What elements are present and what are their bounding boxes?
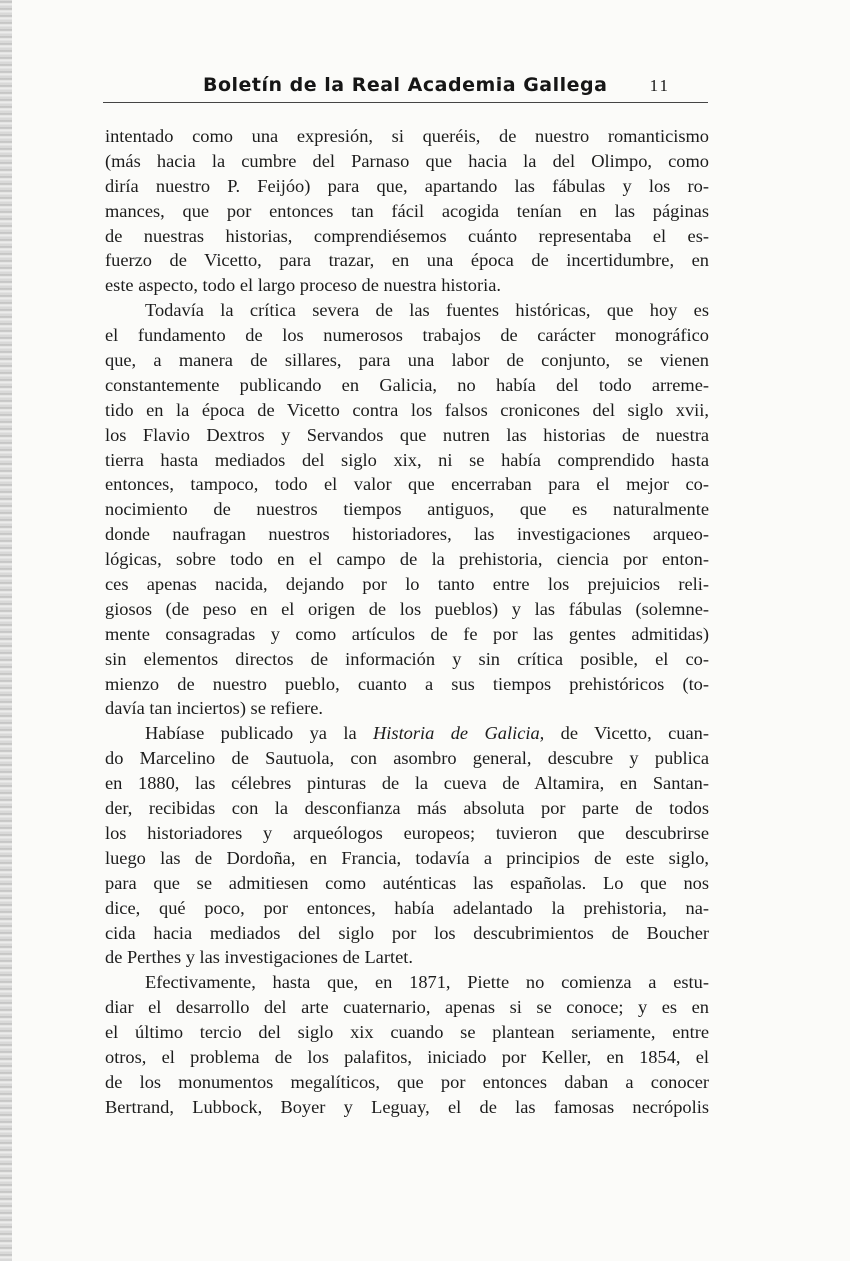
page-binding-edge bbox=[0, 0, 12, 1261]
text-line: entonces, tampoco, todo el valor que encerraban para el mejor co- bbox=[105, 474, 709, 495]
text-line: en 1880, las célebres pinturas de la cueva de Altamira, en Santan- bbox=[105, 773, 709, 794]
body-text bbox=[105, 124, 709, 1120]
journal-title: Boletín de la Real Academia Gallega bbox=[203, 74, 608, 96]
text-line: de nuestras historias, comprendiésemos cuánto representaba el es- bbox=[105, 225, 709, 246]
text-line: tido en la época de Vicetto contra los falsos cronicones del siglo xvii, bbox=[105, 399, 709, 420]
text-line: de los monumentos megalíticos, que por entonces daban a conocer bbox=[105, 1071, 709, 1092]
text-line: que, a manera de sillares, para una labor de conjunto, se vienen bbox=[105, 350, 709, 371]
text-line: constantemente publicando en Galicia, no había del todo arreme- bbox=[105, 374, 709, 395]
text-line: diar el desarrollo del arte cuaternario, apenas si se conoce; y es en bbox=[105, 997, 709, 1018]
text-line: los historiadores y arqueólogos europeos; tuvieron que descubrirse bbox=[105, 822, 709, 843]
running-header bbox=[103, 74, 708, 100]
text-line: mente consagradas y como artículos de fe por las gentes admitidas) bbox=[105, 623, 709, 644]
header-rule bbox=[103, 102, 708, 103]
text-line: (más hacia la cumbre del Parnaso que hacia la del Olimpo, como bbox=[105, 150, 709, 171]
text-line: el último tercio del siglo xix cuando se plantean seriamente, entre bbox=[105, 1022, 709, 1043]
text-line: diría nuestro P. Feijóo) para que, apartando las fábulas y los ro- bbox=[105, 175, 709, 196]
text-line: dice, qué poco, por entonces, había adelantado la prehistoria, na- bbox=[105, 897, 709, 918]
text-line: mances, que por entonces tan fácil acogida tenían en las páginas bbox=[105, 200, 709, 221]
text-line: giosos (de peso en el origen de los pueblos) y las fábulas (solemne- bbox=[105, 598, 709, 619]
text-line: davía tan inciertos) se refiere. bbox=[105, 698, 324, 719]
text-line: nocimiento de nuestros tiempos antiguos, que es naturalmente bbox=[105, 499, 709, 520]
text-line: de Perthes y las investigaciones de Lartet. bbox=[105, 947, 413, 968]
text-line: los Flavio Dextros y Servandos que nutren las historias de nuestra bbox=[105, 424, 709, 445]
text-line: intentado como una expresión, si queréis, de nuestro romanticismo bbox=[105, 126, 709, 146]
text-line: el fundamento de los numerosos trabajos de carácter monográfico bbox=[105, 325, 709, 346]
text-line: lógicas, sobre todo en el campo de la prehistoria, ciencia por enton- bbox=[105, 549, 709, 570]
text-line: sin elementos directos de información y sin crítica posible, el co- bbox=[105, 648, 709, 669]
text-line: otros, el problema de los palafitos, iniciado por Keller, en 1854, el bbox=[105, 1046, 709, 1067]
text-line: este aspecto, todo el largo proceso de nuestra historia. bbox=[105, 275, 501, 296]
text-line: tierra hasta mediados del siglo xix, ni se había comprendido hasta bbox=[105, 449, 709, 470]
text-line: Bertrand, Lubbock, Boyer y Leguay, el de las famosas necrópolis bbox=[105, 1096, 709, 1117]
text-line: fuerzo de Vicetto, para trazar, en una época de incertidumbre, en bbox=[105, 250, 709, 271]
text-line: mienzo de nuestro pueblo, cuanto a sus tiempos prehistóricos (to- bbox=[105, 673, 709, 694]
text-line: der, recibidas con la desconfianza más absoluta por parte de todos bbox=[105, 798, 709, 819]
text-line: do Marcelino de Sautuola, con asombro general, descubre y publica bbox=[105, 748, 709, 769]
text-line: ces apenas nacida, dejando por lo tanto entre los prejuicios reli- bbox=[105, 574, 709, 595]
text-line: donde naufragan nuestros historiadores, las investigaciones arqueo- bbox=[105, 524, 709, 545]
text-line: cida hacia mediados del siglo por los descubrimientos de Boucher bbox=[105, 922, 709, 943]
text-line: Todavía la crítica severa de las fuentes históricas, que hoy es bbox=[145, 300, 709, 321]
page-number: 11 bbox=[649, 76, 670, 95]
text-line: luego las de Dordoña, en Francia, todavía a principios de este siglo, bbox=[105, 847, 709, 868]
text-line: para que se admitiesen como auténticas las españolas. Lo que nos bbox=[105, 872, 709, 893]
text-line: Efectivamente, hasta que, en 1871, Piette no comienza a estu- bbox=[145, 972, 709, 993]
text-line: Habíase publicado ya la Historia de Galicia, de Vicetto, cuan- bbox=[145, 723, 709, 744]
